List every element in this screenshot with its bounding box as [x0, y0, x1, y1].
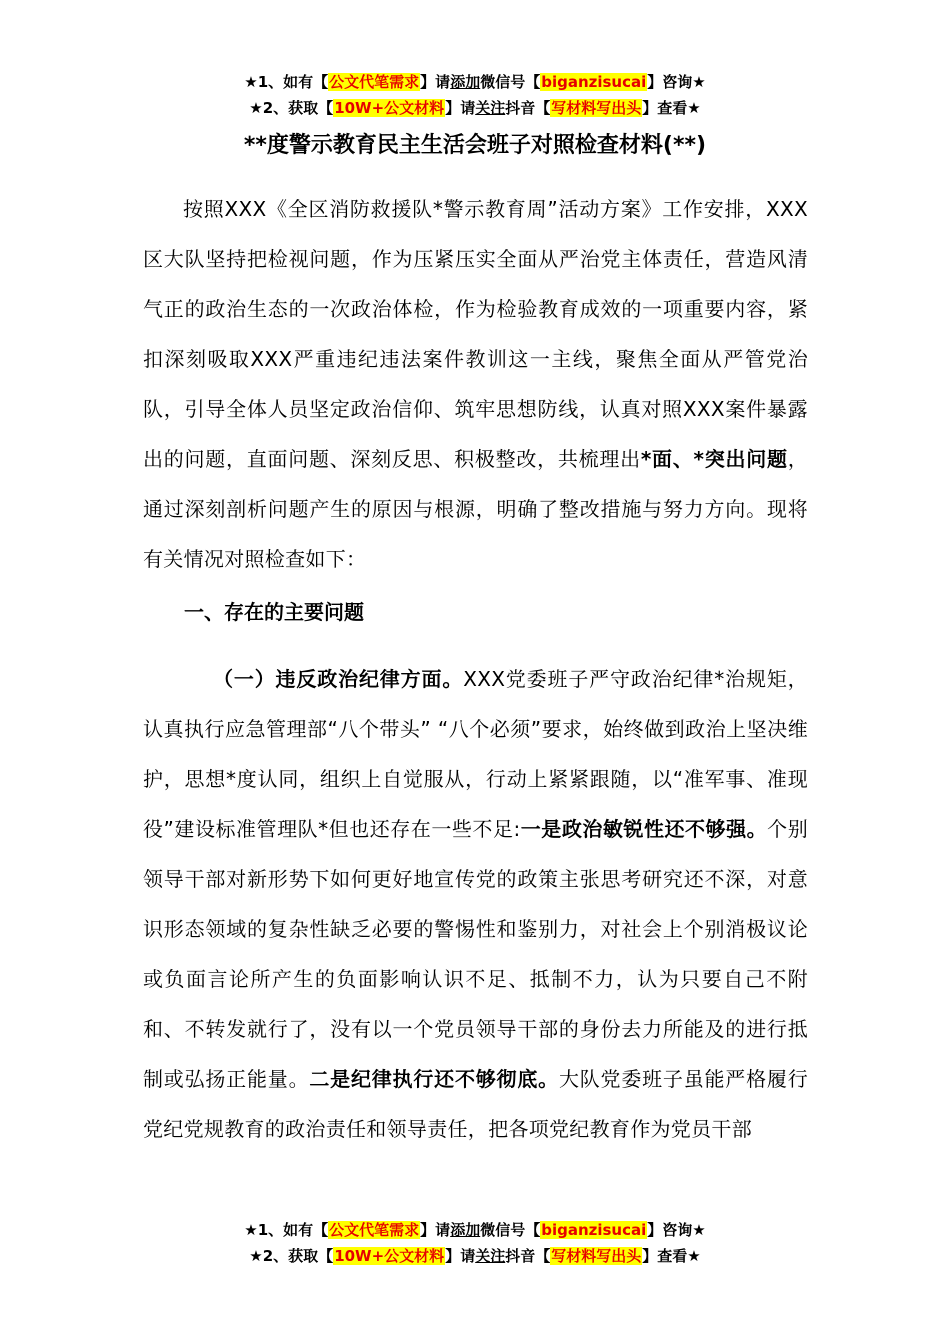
section-heading: 一、存在的主要问题	[184, 600, 364, 624]
highlight-wechat-id: biganzisucai	[541, 73, 647, 91]
header-banner	[0, 69, 950, 121]
document-title: **度警示教育民主生活会班子对照检查材料(**)	[243, 133, 707, 158]
highlight-douyin: 写材料写出头	[551, 1247, 642, 1265]
banner-line-1: ★1、如有【公文代笔需求】请添加微信号【biganzisucai】咨询★	[244, 1221, 706, 1239]
banner-line-1: ★1、如有【公文代笔需求】请添加微信号【biganzisucai】咨询★	[244, 73, 706, 91]
highlight-douyin: 写材料写出头	[551, 99, 642, 117]
highlight-ghostwriting: 公文代笔需求	[329, 1221, 420, 1239]
highlight-materials: 10W+公文材料	[334, 99, 445, 117]
highlight-materials: 10W+公文材料	[334, 1247, 445, 1265]
highlight-wechat-id: biganzisucai	[541, 1221, 647, 1239]
banner-line-2: ★2、获取【10W+公文材料】请关注抖音【写材料写出头】查看★	[249, 99, 701, 117]
section-1-paragraph: （一）违反政治纪律方面。XXX党委班子严守政治纪律*治规矩，认真执行应急管理部“八个带头” “八个必须”要求，始终做到政治上坚决维护，思想*度认同，组织上自觉服从，行动上紧紧跟随，以“准军事、准现役”建设标准管理队*但也还存在一些不足:一是政治敏锐性还不够强。个别领导干部对新形势下如何更好地宣传党的政策主张思考研究还不深，对意识形态领域的复杂性缺乏必要的警惕性和鉴别力，对社会上个别消极议论或负面言论所产生的负面影响认识不足、抵制不力，认为只要自己不附和、不转发就行了，没有以一个党员领导干部的身份去力所能及的进行抵制或弘扬正能量。二是纪律执行还不够彻底。大队党委班子虽能严格履行党纪党规教育的政治责任和领导责任，把各项党纪教育作为党员干部	[143, 667, 808, 1141]
footer-banner	[0, 1217, 950, 1269]
banner-line-2: ★2、获取【10W+公文材料】请关注抖音【写材料写出头】查看★	[249, 1247, 701, 1265]
intro-paragraph: 按照XXX《全区消防救援队*警示教育周”活动方案》工作安排，XXX区大队坚持把检视问题，作为压紧压实全面从严治党主体责任，营造风清气正的政治生态的一次政治体检，作为检验教育成效的一项重要内容，紧扣深刻吸取XXX严重违纪违法案件教训这一主线，聚焦全面从严管党治队，引导全体人员坚定政治信仰、筑牢思想防线，认真对照XXX案件暴露出的问题，直面问题、深刻反思、积极整改，共梳理出*面、*突出问题，通过深刻剖析问题产生的原因与根源，明确了整改措施与努力方向。现将有关情况对照检查如下：	[143, 197, 808, 571]
highlight-ghostwriting: 公文代笔需求	[329, 73, 420, 91]
